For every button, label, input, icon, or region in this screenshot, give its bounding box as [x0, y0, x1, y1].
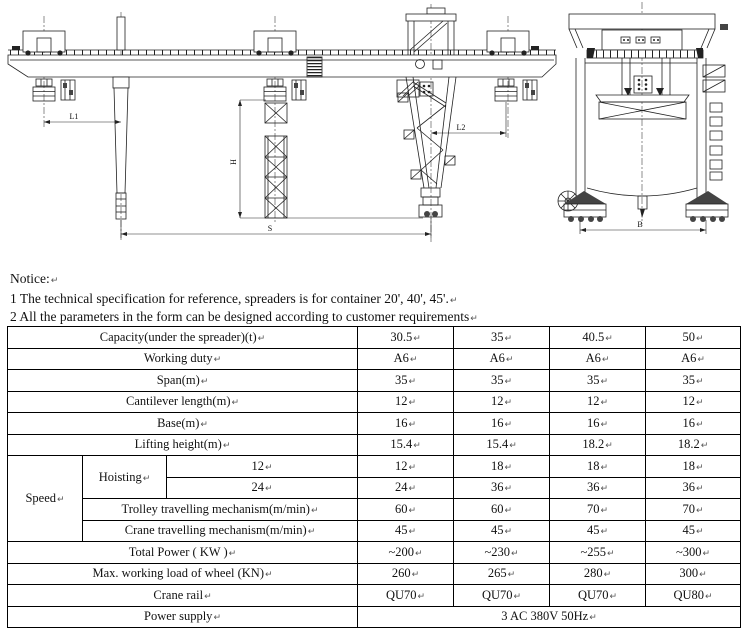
paragraph-mark: ↵ — [696, 527, 704, 538]
paragraph-mark: ↵ — [413, 333, 421, 344]
paragraph-mark: ↵ — [696, 376, 704, 387]
spec-table-cell: 36↵ — [550, 477, 646, 499]
spec-table-cell: QU70↵ — [358, 585, 454, 607]
rail-stop — [531, 46, 539, 50]
top-beam — [569, 14, 715, 29]
paragraph-mark: ↵ — [504, 398, 513, 409]
paragraph-mark: ↵ — [142, 473, 151, 484]
spec-table-cell: 15.4↵ — [358, 434, 454, 456]
paragraph-mark: ↵ — [600, 505, 609, 516]
spec-table-cell: ~300↵ — [646, 542, 741, 564]
center-hook — [638, 196, 647, 218]
paragraph-mark: ↵ — [702, 548, 711, 559]
paragraph-mark: ↵ — [257, 333, 266, 344]
paragraph-mark: ↵ — [231, 398, 240, 409]
spec-table-cell: ~230↵ — [454, 542, 550, 564]
dimension-b — [580, 220, 706, 234]
lattice-tower — [265, 103, 287, 218]
paragraph-mark: ↵ — [415, 548, 423, 559]
spec-table-cell: 18↵ — [550, 456, 646, 478]
spec-table-row — [8, 585, 741, 607]
spec-table-cell: A6↵ — [358, 348, 454, 370]
paragraph-mark: ↵ — [413, 441, 421, 452]
paragraph-mark: ↵ — [307, 527, 316, 538]
spec-table-cell: 18↵ — [646, 456, 741, 478]
spec-table-cell: ~255↵ — [550, 542, 646, 564]
paragraph-mark: ↵ — [213, 355, 222, 366]
spec-table-cell: 260↵ — [358, 563, 454, 585]
rail-stop — [12, 46, 20, 50]
paragraph-mark: ↵ — [507, 570, 516, 581]
paragraph-mark: ↵ — [505, 355, 514, 366]
spec-table-cell: 30.5↵ — [358, 327, 454, 349]
paragraph-mark: ↵ — [700, 441, 709, 452]
spec-table-cell: 12↵ — [454, 391, 550, 413]
spec-table-row — [8, 370, 741, 392]
spec-table-cell: 60↵ — [454, 499, 550, 521]
paragraph-mark: ↵ — [600, 398, 609, 409]
spec-table-row — [8, 499, 741, 521]
spec-table-cell: 18.2↵ — [550, 434, 646, 456]
spec-table-cell: 16↵ — [454, 413, 550, 435]
paragraph-mark: ↵ — [504, 333, 513, 344]
spec-table-cell: 45↵ — [358, 520, 454, 542]
spec-table-row — [8, 542, 741, 564]
spec-table-cell: 70↵ — [550, 499, 646, 521]
notice-title: Notice:↵ — [10, 271, 59, 286]
spec-table-cell: 45↵ — [646, 520, 741, 542]
paragraph-mark: ↵ — [696, 398, 704, 409]
portal-legs — [576, 58, 706, 200]
paragraph-mark: ↵ — [470, 314, 478, 324]
spec-table-cell: 24↵ — [358, 477, 454, 499]
paragraph-mark: ↵ — [504, 527, 513, 538]
paragraph-mark: ↵ — [705, 591, 713, 602]
paragraph-mark: ↵ — [513, 591, 522, 602]
dimension-l1 — [44, 112, 121, 124]
paragraph-mark: ↵ — [699, 570, 707, 581]
spec-table-cell: 35↵ — [358, 370, 454, 392]
spec-table-cell: Lifting height(m)↵ — [8, 434, 358, 456]
spec-table-cell: 50↵ — [646, 327, 741, 349]
paragraph-mark: ↵ — [600, 484, 609, 495]
spec-table-cell: 300↵ — [646, 563, 741, 585]
spec-table-cell: Cantilever length(m)↵ — [8, 391, 358, 413]
paragraph-mark: ↵ — [511, 548, 519, 559]
spec-table-cell: Max. working load of wheel (KN)↵ — [8, 563, 358, 585]
spec-table-cell: QU70↵ — [454, 585, 550, 607]
paragraph-mark: ↵ — [601, 355, 610, 366]
spec-table-cell: 12↵ — [358, 391, 454, 413]
spec-table-cell: 36↵ — [454, 477, 550, 499]
spec-table-row — [8, 327, 741, 349]
paragraph-mark: ↵ — [504, 484, 513, 495]
dimension-s — [121, 218, 431, 238]
paragraph-mark: ↵ — [504, 419, 513, 430]
spec-table-cell: 265↵ — [454, 563, 550, 585]
spec-table-cell: Total Power ( KW )↵ — [8, 542, 358, 564]
spec-table-cell: Speed↵ — [8, 456, 83, 542]
dim-label-l2: L2 — [456, 123, 466, 132]
paragraph-mark: ↵ — [222, 441, 231, 452]
spec-table-cell: 35↵ — [550, 370, 646, 392]
notice-line: 1 The technical specification for reference, spreaders is for container 20', 40', 45'.↵ — [10, 290, 458, 306]
spec-table-cell: Capacity(under the spreader)(t)↵ — [8, 327, 358, 349]
spec-table-cell: 3 AC 380V 50Hz↵ — [358, 606, 741, 628]
spreader-container — [596, 95, 689, 119]
notice-lines — [10, 291, 730, 328]
paragraph-mark: ↵ — [600, 462, 609, 473]
spec-table-cell: 12↵ — [358, 456, 454, 478]
spec-table-cell: 18↵ — [454, 456, 550, 478]
spec-table-cell: Crane travelling mechanism(m/min)↵ — [83, 520, 358, 542]
spec-table-cell: Base(m)↵ — [8, 413, 358, 435]
dim-label-b: B — [637, 220, 643, 229]
dimension-h — [229, 100, 266, 218]
paragraph-mark: ↵ — [600, 419, 609, 430]
spec-table-cell: 16↵ — [358, 413, 454, 435]
hoist-mechanism-side — [622, 58, 670, 96]
dim-label-l1: L1 — [69, 112, 79, 121]
spec-table-cell: 18.2↵ — [646, 434, 741, 456]
paragraph-mark: ↵ — [696, 333, 704, 344]
spec-table — [7, 326, 741, 628]
spec-table-row — [8, 606, 741, 628]
paragraph-mark: ↵ — [509, 441, 517, 452]
paragraph-mark: ↵ — [600, 527, 609, 538]
crane-technical-drawing — [0, 0, 743, 266]
paragraph-mark: ↵ — [697, 355, 705, 366]
paragraph-mark: ↵ — [589, 613, 597, 624]
spec-table-row — [8, 434, 741, 456]
trolley-left — [23, 31, 65, 56]
paragraph-mark: ↵ — [605, 441, 613, 452]
spec-table-row — [8, 520, 741, 542]
spec-table-cell: Crane rail↵ — [8, 585, 358, 607]
spec-table-row — [8, 456, 741, 478]
spec-table-cell: 24↵ — [167, 477, 358, 499]
paragraph-mark: ↵ — [264, 570, 273, 581]
paragraph-mark: ↵ — [264, 462, 273, 473]
spec-table-cell: Hoisting↵ — [83, 456, 167, 499]
trolley-right — [487, 31, 529, 56]
bogie-right — [686, 191, 728, 222]
spec-table-cell: 15.4↵ — [454, 434, 550, 456]
paragraph-mark: ↵ — [605, 333, 613, 344]
spec-table-cell: QU80↵ — [646, 585, 741, 607]
spec-table-cell: 45↵ — [454, 520, 550, 542]
spec-table-cell: 35↵ — [454, 370, 550, 392]
notice-block — [10, 271, 730, 328]
spec-table-cell: 36↵ — [646, 477, 741, 499]
paragraph-mark: ↵ — [504, 505, 513, 516]
spec-table-cell: 16↵ — [550, 413, 646, 435]
paragraph-mark: ↵ — [213, 613, 221, 624]
truss-leg — [397, 77, 456, 217]
paragraph-mark: ↵ — [408, 505, 417, 516]
paragraph-mark: ↵ — [504, 376, 513, 387]
hoist-middle — [264, 79, 306, 101]
paragraph-mark: ↵ — [411, 570, 420, 581]
spec-table-cell: A6↵ — [646, 348, 741, 370]
spec-table-row — [8, 391, 741, 413]
paragraph-mark: ↵ — [408, 398, 417, 409]
paragraph-mark: ↵ — [408, 376, 417, 387]
left-leg — [113, 17, 129, 219]
front-view — [8, 4, 556, 242]
paragraph-mark: ↵ — [50, 276, 59, 286]
paragraph-mark: ↵ — [607, 548, 615, 559]
paragraph-mark: ↵ — [57, 495, 65, 505]
spec-table-cell: 35↵ — [454, 327, 550, 349]
main-girder — [8, 55, 556, 77]
spec-table-cell: 12↵ — [550, 391, 646, 413]
machinery-cab — [602, 30, 682, 50]
paragraph-mark: ↵ — [609, 591, 618, 602]
spec-table-cell: Working duty↵ — [8, 348, 358, 370]
paragraph-mark: ↵ — [310, 505, 319, 516]
bogie-left — [564, 191, 606, 222]
paragraph-mark: ↵ — [696, 484, 704, 495]
spec-table-cell: 45↵ — [550, 520, 646, 542]
notice-line: 2 All the parameters in the form can be designed according to customer requirements↵ — [10, 309, 478, 324]
spec-table-cell: A6↵ — [550, 348, 646, 370]
spec-table-cell: 16↵ — [646, 413, 741, 435]
hoist-right — [495, 79, 537, 101]
spec-table-cell: 280↵ — [550, 563, 646, 585]
paragraph-mark: ↵ — [696, 419, 704, 430]
spec-table-cell: 12↵ — [167, 456, 358, 478]
paragraph-mark: ↵ — [696, 462, 704, 473]
paragraph-mark: ↵ — [200, 419, 208, 430]
spec-table-cell: 70↵ — [646, 499, 741, 521]
paragraph-mark: ↵ — [200, 376, 209, 387]
spec-table-row — [8, 563, 741, 585]
side-view — [558, 2, 728, 234]
paragraph-mark: ↵ — [408, 527, 417, 538]
hoist-left — [33, 79, 75, 101]
paragraph-mark: ↵ — [228, 548, 237, 559]
paragraph-mark: ↵ — [417, 591, 426, 602]
spec-table-cell: 60↵ — [358, 499, 454, 521]
spec-table-cell: Power supply↵ — [8, 606, 358, 628]
dim-label-s: S — [267, 224, 273, 233]
spec-table-row — [8, 413, 741, 435]
spec-table-cell: QU70↵ — [550, 585, 646, 607]
paragraph-mark: ↵ — [264, 484, 273, 495]
paragraph-mark: ↵ — [504, 462, 513, 473]
trolley-middle — [254, 31, 296, 56]
spec-table-cell: 35↵ — [646, 370, 741, 392]
spec-table-cell: ~200↵ — [358, 542, 454, 564]
paragraph-mark: ↵ — [696, 505, 704, 516]
paragraph-mark: ↵ — [408, 419, 417, 430]
paragraph-mark: ↵ — [408, 484, 417, 495]
paragraph-mark: ↵ — [603, 570, 612, 581]
spec-table-cell: Trolley travelling mechanism(m/min)↵ — [83, 499, 358, 521]
paragraph-mark: ↵ — [408, 462, 417, 473]
spec-table-cell: 12↵ — [646, 391, 741, 413]
dim-label-h: H — [229, 159, 238, 165]
paragraph-mark: ↵ — [204, 591, 212, 602]
spec-table-cell: 40.5↵ — [550, 327, 646, 349]
paragraph-mark: ↵ — [449, 295, 458, 306]
paragraph-mark: ↵ — [600, 376, 609, 387]
spec-table-row — [8, 348, 741, 370]
spec-table-cell: Span(m)↵ — [8, 370, 358, 392]
spec-table-cell: A6↵ — [454, 348, 550, 370]
paragraph-mark: ↵ — [409, 355, 418, 366]
